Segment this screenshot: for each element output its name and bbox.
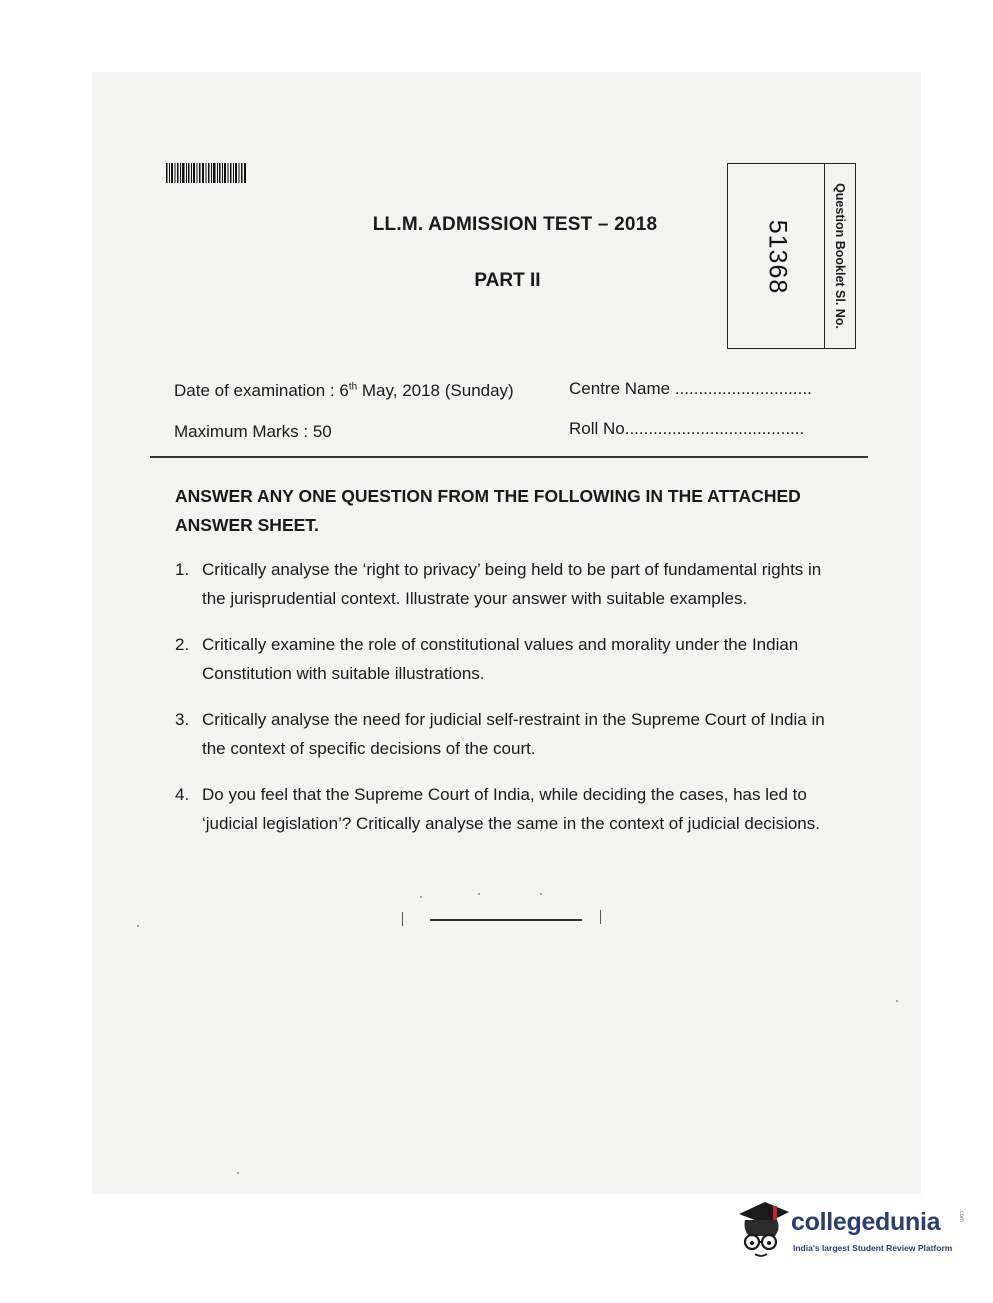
question-1: [175, 555, 840, 613]
collegedunia-tagline: India's largest Student Review Platform: [793, 1243, 953, 1253]
question-number: 3.: [175, 710, 190, 729]
scan-speck: [137, 925, 139, 927]
serial-number: [742, 194, 812, 320]
header-divider: [150, 456, 868, 458]
question-text: Critically analyse the need for judicial self-restraint in the Supreme Court of India in the context of specific decisions of the court.: [202, 710, 825, 758]
scan-speck: [896, 1000, 898, 1002]
exam-part: PART II: [474, 270, 541, 291]
maximum-marks: Maximum Marks : 50: [174, 422, 332, 441]
question-4: [175, 780, 840, 838]
serial-label-text: Question Booklet Sl. No.: [833, 183, 847, 329]
end-mark-left: [402, 912, 403, 926]
end-mark-right: [600, 910, 601, 924]
serial-number-text: 51368: [763, 219, 792, 295]
exam-date-suffix: th: [348, 381, 358, 393]
centre-name-field: Centre Name .............................: [569, 379, 812, 398]
roll-number-field: Roll No......................................: [569, 419, 805, 438]
question-text: Do you feel that the Supreme Court of India, while deciding the cases, has led to ‘judicial legislation’? Critically analyse the same in the context of judicial decisions.: [202, 785, 820, 833]
graduate-mascot-icon: [735, 1196, 791, 1260]
exam-title: LL.M. ADMISSION TEST – 2018: [372, 214, 658, 235]
question-booklet-serial-box: [727, 163, 856, 349]
question-number: 1.: [175, 560, 190, 579]
question-3: [175, 705, 840, 763]
question-list: [175, 555, 840, 838]
question-number: 4.: [175, 785, 190, 804]
serial-label: [825, 164, 855, 348]
question-number: 2.: [175, 635, 190, 654]
scan-speck: [237, 1172, 239, 1174]
barcode: [166, 163, 246, 183]
question-text: Critically analyse the ‘right to privacy’ being held to be part of fundamental rights in the jurisprudential context. Illustrate your answer with suitable examples.: [202, 560, 822, 608]
exam-date: [174, 381, 514, 401]
collegedunia-domain-suffix: .com: [958, 1209, 964, 1223]
exam-date-value: May, 2018 (Sunday): [357, 381, 514, 400]
instruction-text: ANSWER ANY ONE QUESTION FROM THE FOLLOWING IN THE ATTACHED ANSWER SHEET.: [175, 486, 801, 535]
question-text: Critically examine the role of constitutional values and morality under the Indian Constitution with suitable illustrations.: [202, 635, 799, 683]
scan-speck: [478, 893, 480, 895]
exam-date-label: Date of examination : 6: [174, 381, 349, 400]
scan-speck: [540, 893, 542, 895]
question-2: [175, 630, 840, 688]
end-of-paper-line: [430, 919, 582, 921]
collegedunia-wordmark: collegedunia: [791, 1208, 941, 1236]
scan-speck: [420, 896, 422, 898]
collegedunia-watermark: [735, 1196, 965, 1266]
